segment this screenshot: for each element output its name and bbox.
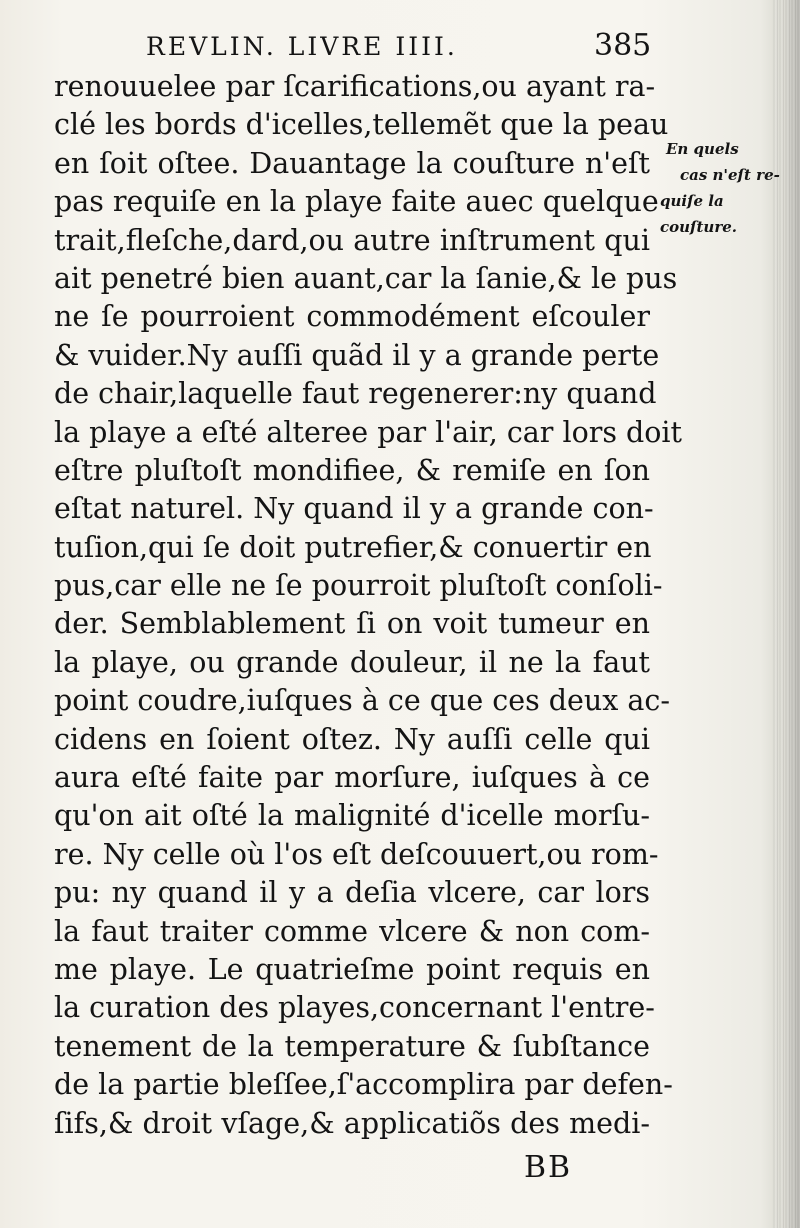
text-line: la playe, ou grande douleur, il ne la faut [54,645,650,679]
text-line: pas requiſe en la playe faite auec quelque [54,185,659,219]
text-line: eſtat naturel. Ny quand il y a grande con- [54,492,654,526]
body-text [54,68,683,1143]
text-line: qu'on ait oſté la malignité d'icelle morſu- [54,799,650,833]
text-line: ait penetré bien auant,car la ſanie,& le pus [54,261,678,295]
text-line: cidens en ſoient oſtez. Ny auſſi celle qui [54,722,650,756]
margin-note-line: couſture. [660,218,737,236]
text-line: pus,car elle ne ſe pourroit pluſtoſt conſoli- [54,569,663,603]
text-line: der. Semblablement ſi on voit tumeur en [54,607,650,641]
text-line: clé les bords d'icelles,tellemẽt que la peau [54,108,669,142]
text-line: me playe. Le quatrieſme point requis en [54,952,650,986]
text-line: re. Ny celle où l'os eſt deſcouuert,ou rom- [54,837,659,871]
margin-note-line: cas n'eſt re- [680,166,780,184]
text-line: tenement de la temperature & ſubſtance [54,1029,650,1063]
text-line: trait,fleſche,dard,ou autre inſtrument qui [54,223,650,257]
text-line: la faut traiter comme vlcere & non com- [54,914,650,948]
text-line: ſifs,& droit vſage,& applicatiõs des medi- [54,1106,650,1140]
text-line: de la partie bleſſee,ſ'accomplira par defen- [54,1068,673,1102]
margin-note-line: quiſe la [660,192,724,210]
signature-mark: BB [524,1150,573,1185]
page-number: 385 [594,28,652,63]
text-line: renouuelee par ſcarifications,ou ayant ra- [54,70,656,103]
text-line: la playe a eſté alteree par l'air, car lors doit [54,415,683,449]
text-line: en ſoit oſtee. Dauantage la couſture n'eſt [54,146,650,180]
text-line: la curation des playes,concernant l'entre- [54,991,655,1025]
text-line: tuſion,qui ſe doit putrefier,& conuertir en [54,530,652,564]
page-header [58,28,658,68]
running-head: REVLIN. LIVRE IIII. [146,32,458,61]
text-line: pu: ny quand il y a deſia vlcere, car lors [54,876,650,910]
text-line: ne ſe pourroient commodément eſcouler [54,300,650,334]
margin-note-line: En quels [666,140,739,158]
text-line: point coudre,iuſques à ce que ces deux ac- [54,684,670,718]
margin-note [660,136,780,240]
text-line: & vuider.Ny auſſi quãd il y a grande perte [54,338,660,372]
text-line: eſtre pluſtoſt mondifiee, & remiſe en ſon [54,453,650,487]
text-line: de chair,laquelle faut regenerer:ny quand [54,377,657,411]
text-line: aura eſté faite par morſure, iuſques à ce [54,761,650,795]
